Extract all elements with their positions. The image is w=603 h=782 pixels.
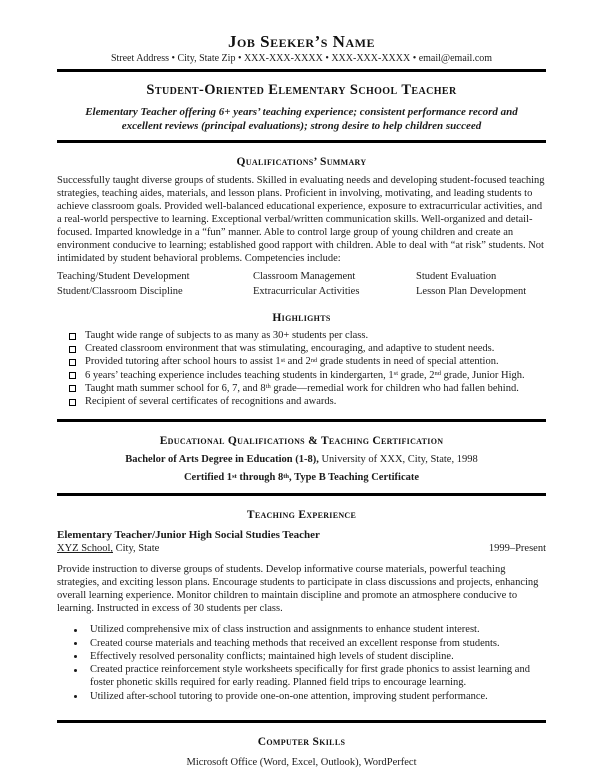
highlight-item: Recipient of several certificates of recognitions and awards. bbox=[57, 395, 546, 408]
candidate-name: Job Seeker’s Name bbox=[228, 32, 375, 51]
section-heading-highlights: Highlights bbox=[272, 312, 331, 324]
experience-item: Utilized after-school tutoring to provide one-on-one attention, improving student performance. bbox=[57, 690, 546, 703]
section-heading-qualifications: Qualifications’ Summary bbox=[236, 156, 367, 168]
employer-name: XYZ School, bbox=[57, 543, 113, 555]
experience-bullet-list bbox=[57, 623, 546, 703]
experience-item: Created practice reinforcement style worksheets specifically for first grade phonics to assist learning and foster phonetic skills required for early reading. Planned field trips to encourage learning. bbox=[57, 663, 546, 690]
section-computer-skills bbox=[57, 735, 546, 769]
highlight-item: Provided tutoring after school hours to assist 1st and 2nd grade students in need of special attention. bbox=[57, 355, 546, 368]
job-meta-row bbox=[57, 542, 546, 555]
job-title: Elementary Teacher/Junior High Social Studies Teacher bbox=[57, 529, 320, 542]
section-education bbox=[57, 434, 546, 485]
competency-item: Classroom Management bbox=[253, 271, 356, 282]
competencies-grid bbox=[57, 270, 546, 299]
experience-item: Created course materials and teaching methods that received an excellent response from students. bbox=[57, 637, 546, 650]
highlight-item: Taught wide range of subjects to as many as 30+ students per class. bbox=[57, 329, 546, 342]
competency-item: Lesson Plan Development bbox=[416, 285, 527, 297]
highlights-list bbox=[57, 329, 546, 408]
experience-item: Effectively resolved personality conflicts; maintained high levels of student discipline. bbox=[57, 650, 546, 663]
summary-paragraph: Successfully taught diverse groups of students. Skilled in evaluating needs and developing student-focused teaching strategies, teaching aides, materials, and lesson plans. Proficient in involving, motivating, and leading students to achieve classroom goals. Provided well-balanced educational experience, exposure to extracurricular activities, and a real-world perspective to learning. Exceptional verbal/written communication skills. Well-organized and detail-focused. Imparted knowledge in a “fun” manner. Able to control large group of young children and create an environment conducive to learning; established good rapport with children. Able to deal with “at risk” students. Not intimidated by student behavioral problems. Competencies include: bbox=[57, 175, 545, 264]
highlight-item: 6 years’ teaching experience includes teaching students in kindergarten, 1st grade, 2nd grade, Junior High. bbox=[57, 369, 546, 382]
section-heading-computer-skills: Computer Skills bbox=[257, 736, 346, 748]
competency-item: Student Evaluation bbox=[416, 271, 497, 282]
competency-item: Extracurricular Activities bbox=[253, 285, 360, 297]
job-summary: Provide instruction to diverse groups of students. Develop informative course materials, powerful teaching strategies, and exciting lesson plans. Encourage students to participate in class discussions and projects, enhancing overall learning experience. Monitor children to maintain discipline and promote an atmosphere conducive to learning. Instructed in excess of 30 students per class. bbox=[57, 564, 539, 615]
resume-headline: Student-Oriented Elementary School Teacher bbox=[146, 82, 457, 98]
divider bbox=[57, 140, 546, 143]
contact-line: Street Address • City, State Zip • XXX-XXX-XXXX • XXX-XXX-XXXX • email@email.com bbox=[110, 53, 493, 64]
skills-line: Microsoft Office (Word, Excel, Outlook), WordPerfect bbox=[186, 757, 417, 768]
experience-item: Utilized comprehensive mix of class instruction and assignments to enhance student interest. bbox=[57, 623, 546, 636]
highlight-item: Taught math summer school for 6, 7, and 8th grade—remedial work for children who had fallen behind. bbox=[57, 382, 546, 395]
section-qualifications-summary bbox=[57, 155, 546, 299]
competency-item: Student/Classroom Discipline bbox=[57, 285, 183, 297]
employment-dates: 1999–Present bbox=[488, 543, 546, 555]
degree-line bbox=[57, 453, 546, 467]
resume-tagline: Elementary Teacher offering 6+ years’ teaching experience; consistent performance record and excellent reviews (principal evaluations); strong desire to help children succeed bbox=[85, 106, 518, 132]
divider bbox=[57, 69, 546, 72]
degree-institution: University of XXX, City, State, 1998 bbox=[318, 454, 478, 466]
employer-line bbox=[57, 542, 159, 555]
divider bbox=[57, 493, 546, 496]
section-heading-experience: Teaching Experience bbox=[246, 509, 357, 522]
employer-location: City, State bbox=[113, 543, 160, 555]
section-heading-education: Educational Qualifications & Teaching Certification bbox=[159, 435, 444, 448]
certification-line: Certified 1st through 8th, Type B Teaching Certificate bbox=[183, 472, 420, 484]
highlight-item: Created classroom environment that was stimulating, encouraging, and adaptive to student needs. bbox=[57, 342, 546, 355]
section-highlights bbox=[57, 311, 546, 408]
divider bbox=[57, 419, 546, 422]
degree-name: Bachelor of Arts Degree in Education (1-8), bbox=[125, 454, 319, 466]
competency-item: Teaching/Student Development bbox=[57, 271, 190, 282]
section-experience bbox=[57, 508, 546, 703]
divider bbox=[57, 720, 546, 723]
